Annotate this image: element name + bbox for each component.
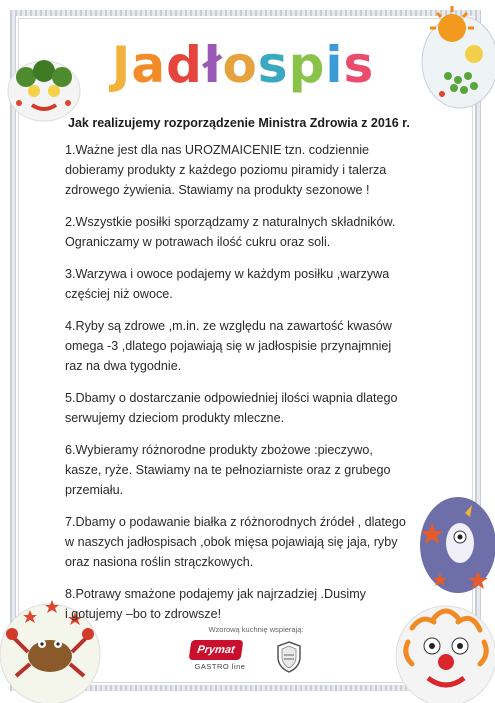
title-letter: s (257, 36, 289, 94)
list-item: 2.Wszystkie posiłki sporządzamy z naturalnych składników. Ograniczamy w potrawach ilość cukru oraz soli. (65, 215, 396, 249)
sun-face-plate-icon (412, 2, 495, 110)
list-item: 4.Ryby są zdrowe ,m.in. ze względu na zawartość kwasów omega -3 ,dlatego pojawiają się w jadłospisie przynajmniej raz na dwa tygodnie. (65, 319, 392, 373)
support-label: Wzorową kuchnię wspierają: (208, 625, 304, 634)
list-item: 3.Warzywa i owoce podajemy w każdym posiłku ,warzywa częściej niż owoce. (65, 267, 390, 301)
title-letter: a (131, 36, 167, 94)
page-title (98, 30, 388, 100)
page-subtitle: Jak realizujemy rozporządzenie Ministra Zdrowia z 2016 r. (68, 116, 410, 130)
title-letter: s (343, 36, 375, 94)
gastro-line-logo: GASTRO line (194, 662, 246, 671)
title-letter: i (325, 36, 344, 94)
list-item: 1.Ważne jest dla nas UROZMAICENIE tzn. codziennie dobieramy produkty z każdego poziomu piramidy i talerza zdrowego żywienia. Stawiamy na produkty sezonowe ! (65, 143, 387, 197)
title-letter: p (288, 36, 326, 94)
prymat-logo: Prymat (189, 640, 244, 660)
list-item: 8.Potrawy smażone podajemy jak najrzadziej .Dusimy i gotujemy –bo to zdrowsze! (65, 587, 366, 621)
title-letter: d (166, 36, 203, 94)
list-item: 7.Dbamy o podawanie białka z różnorodnych źródeł , dlatego w naszych jadłospisach ,obok mięsa pojawiają się jaja, ryby oraz nasiona roślin strączkowych. (65, 515, 406, 569)
list-item: 6.Wybieramy różnorodne produkty zbożowe :pieczywo, kasze, ryże. Stawiamy na te pełnoziarniste oraz z grubego przemiału. (65, 443, 391, 497)
title-letter: ł (202, 36, 223, 94)
rules-list (65, 140, 447, 636)
title-letter: o (222, 36, 258, 94)
quality-badge-icon (276, 641, 302, 673)
veggie-face-plate-icon (4, 55, 84, 125)
list-item: 5.Dbamy o dostarczanie odpowiedniej ilości wapnia dlatego serwujemy dzieciom produkty mleczne. (65, 391, 398, 425)
title-letter: J (111, 36, 132, 94)
